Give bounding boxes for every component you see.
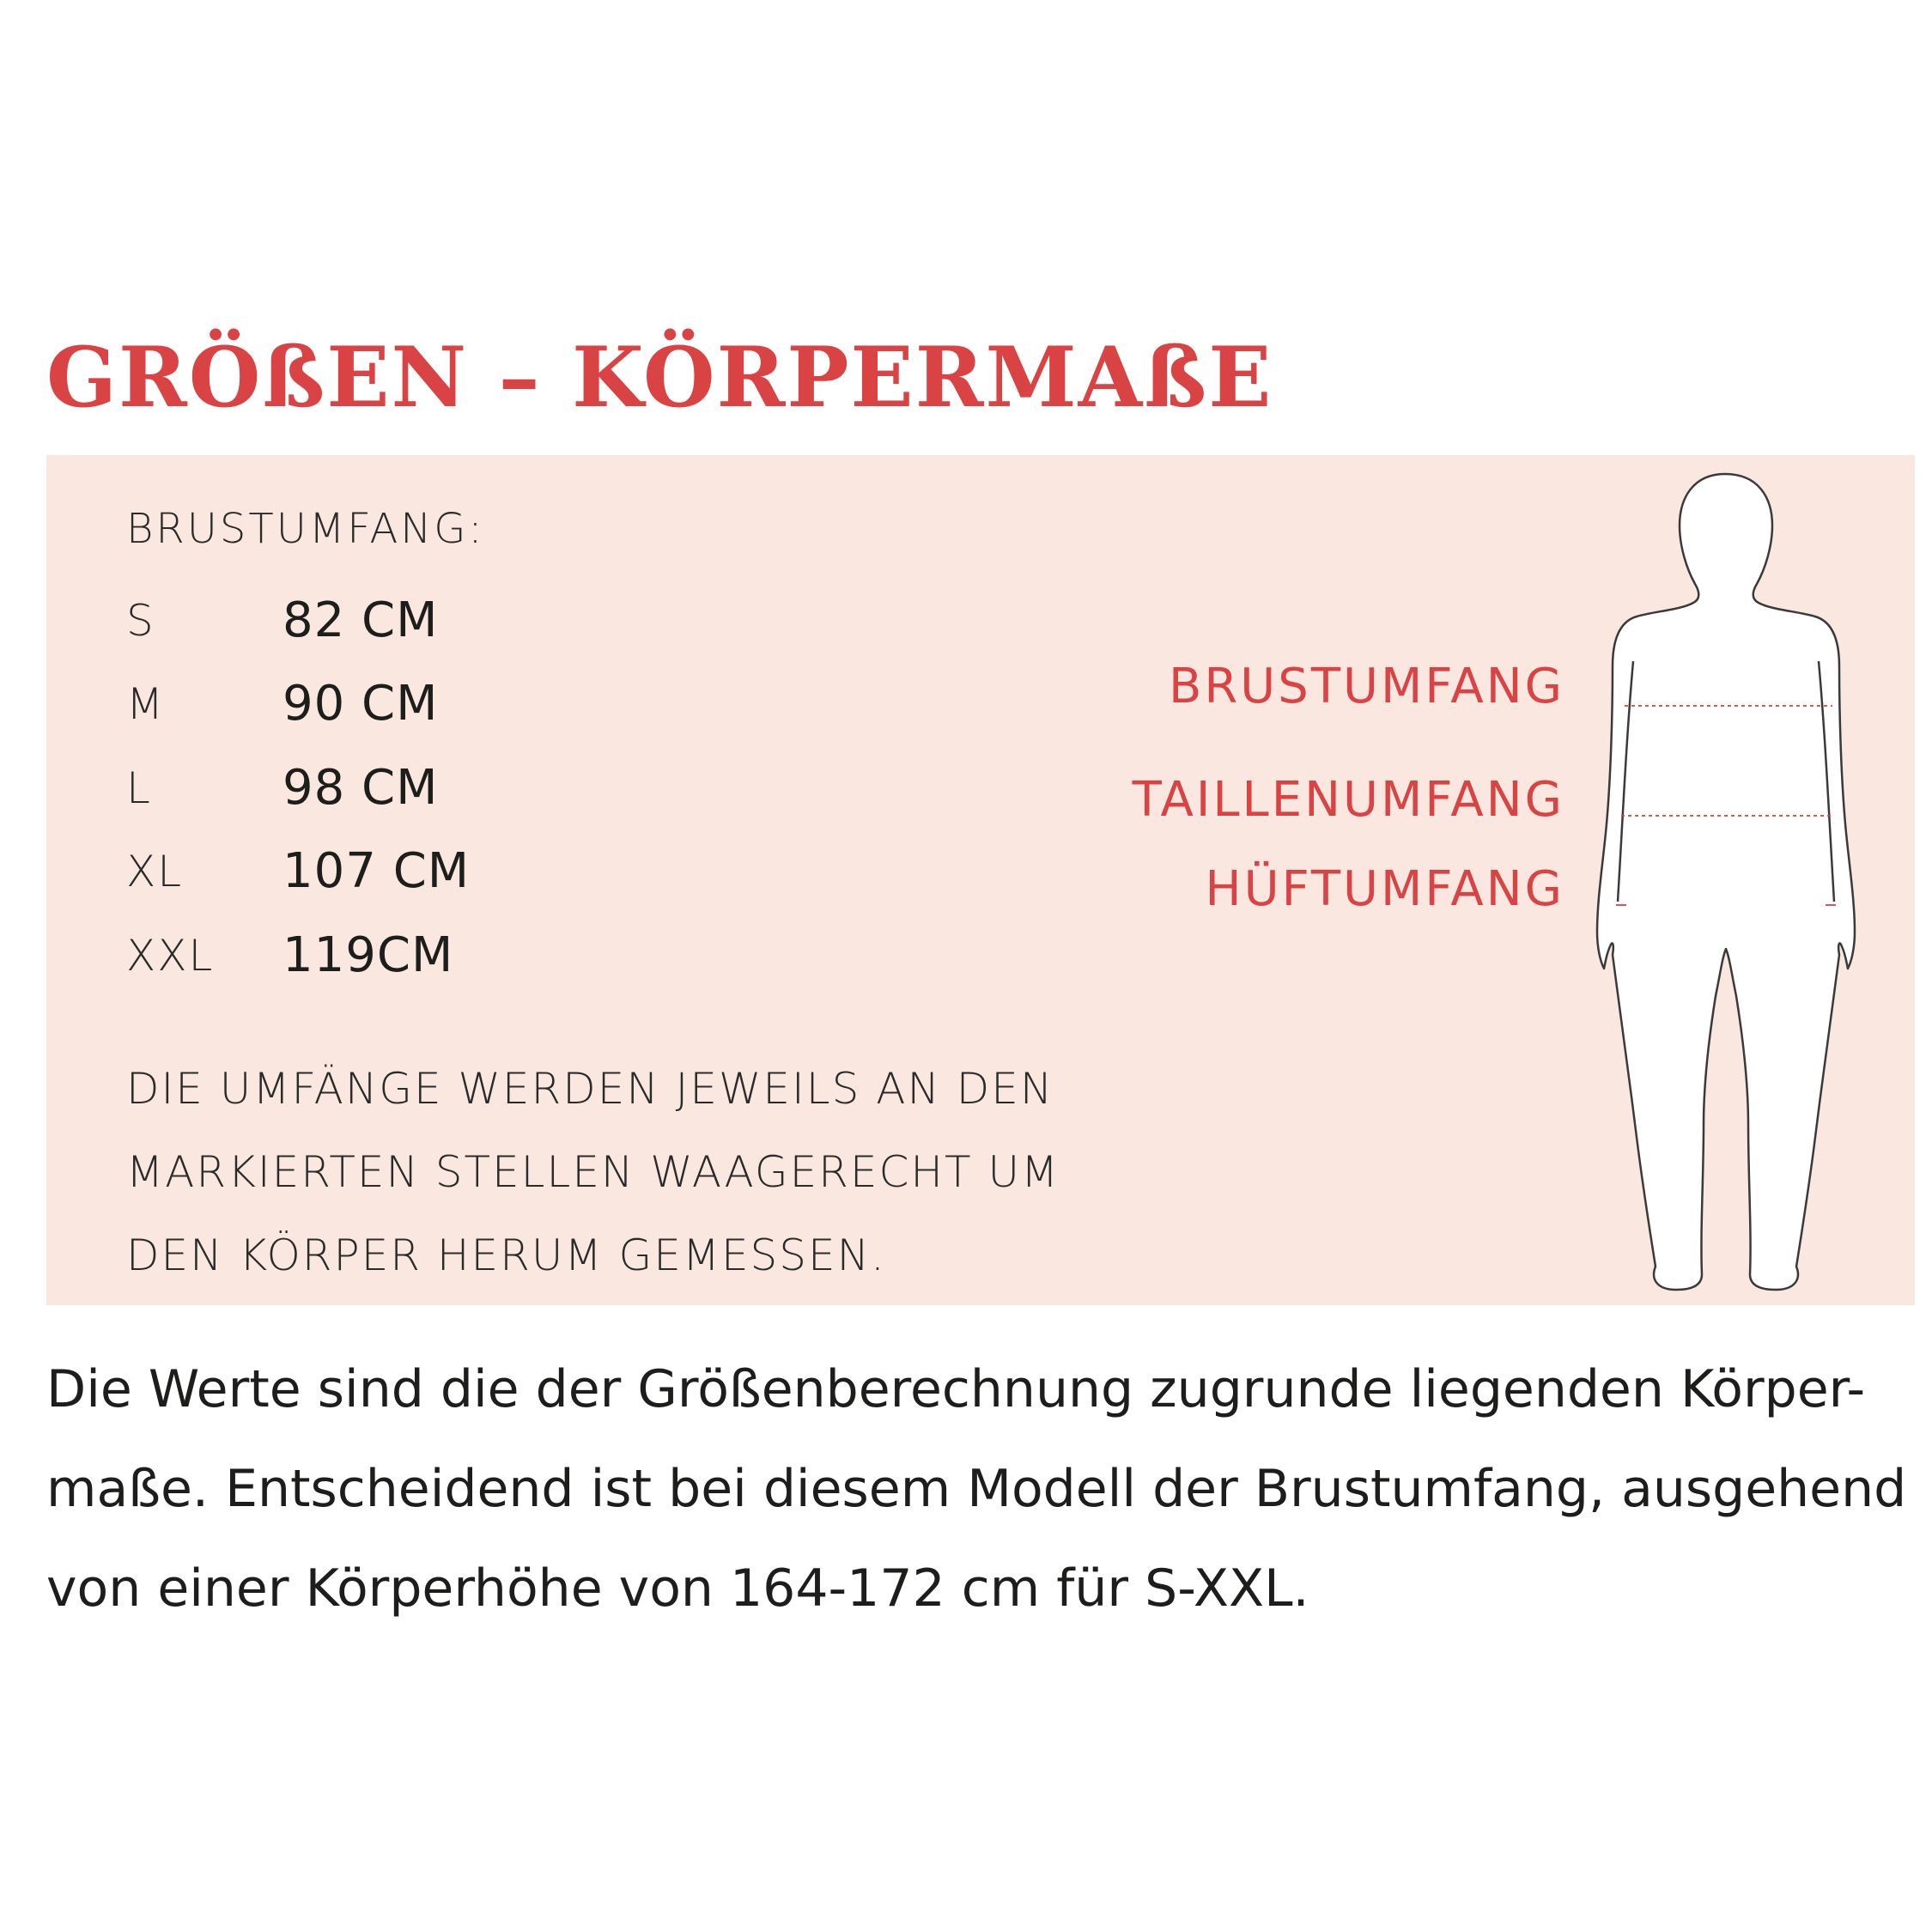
measurement-note [126, 1048, 1060, 1297]
note-line: DEN KÖRPER HERUM GEMESSEN. [126, 1230, 886, 1280]
figure-label-chest: BRUSTUMFANG [1168, 659, 1564, 714]
description [46, 1340, 1906, 1638]
size-value: 82 CM [283, 592, 439, 648]
chest-label: BRUSTUMFANG: [126, 505, 485, 553]
size-value: 90 CM [283, 676, 439, 732]
description-line: Die Werte sind die der Größenberechnung zugrunde liegenden Körper- [46, 1359, 1866, 1419]
size-name: M [126, 679, 166, 729]
size-chart-panel [46, 455, 1915, 1305]
figure-label-hip: HÜFTUMFANG [1205, 861, 1564, 917]
size-value: 119CM [283, 927, 454, 983]
note-line: DIE UMFÄNGE WERDEN JEWEILS AN DEN [126, 1064, 1054, 1114]
size-name: L [126, 763, 152, 813]
figure-label-waist: TAILLENUMFANG [1132, 772, 1564, 828]
size-name: XXL [126, 931, 215, 981]
note-line: MARKIERTEN STELLEN WAAGERECHT UM [126, 1147, 1060, 1197]
size-value: 107 CM [283, 843, 471, 899]
size-name: S [126, 596, 155, 646]
description-line: von einer Körperhöhe von 164-172 cm für S-XXL. [46, 1558, 1309, 1619]
size-name: XL [126, 847, 184, 896]
size-value: 98 CM [283, 760, 439, 816]
body-figure-icon [1575, 455, 1915, 1305]
page-title: GRÖßEN – KÖRPERMAßE [46, 329, 1273, 426]
description-line: maße. Entscheidend ist bei diesem Modell der Brustumfang, ausgehend [46, 1459, 1907, 1519]
